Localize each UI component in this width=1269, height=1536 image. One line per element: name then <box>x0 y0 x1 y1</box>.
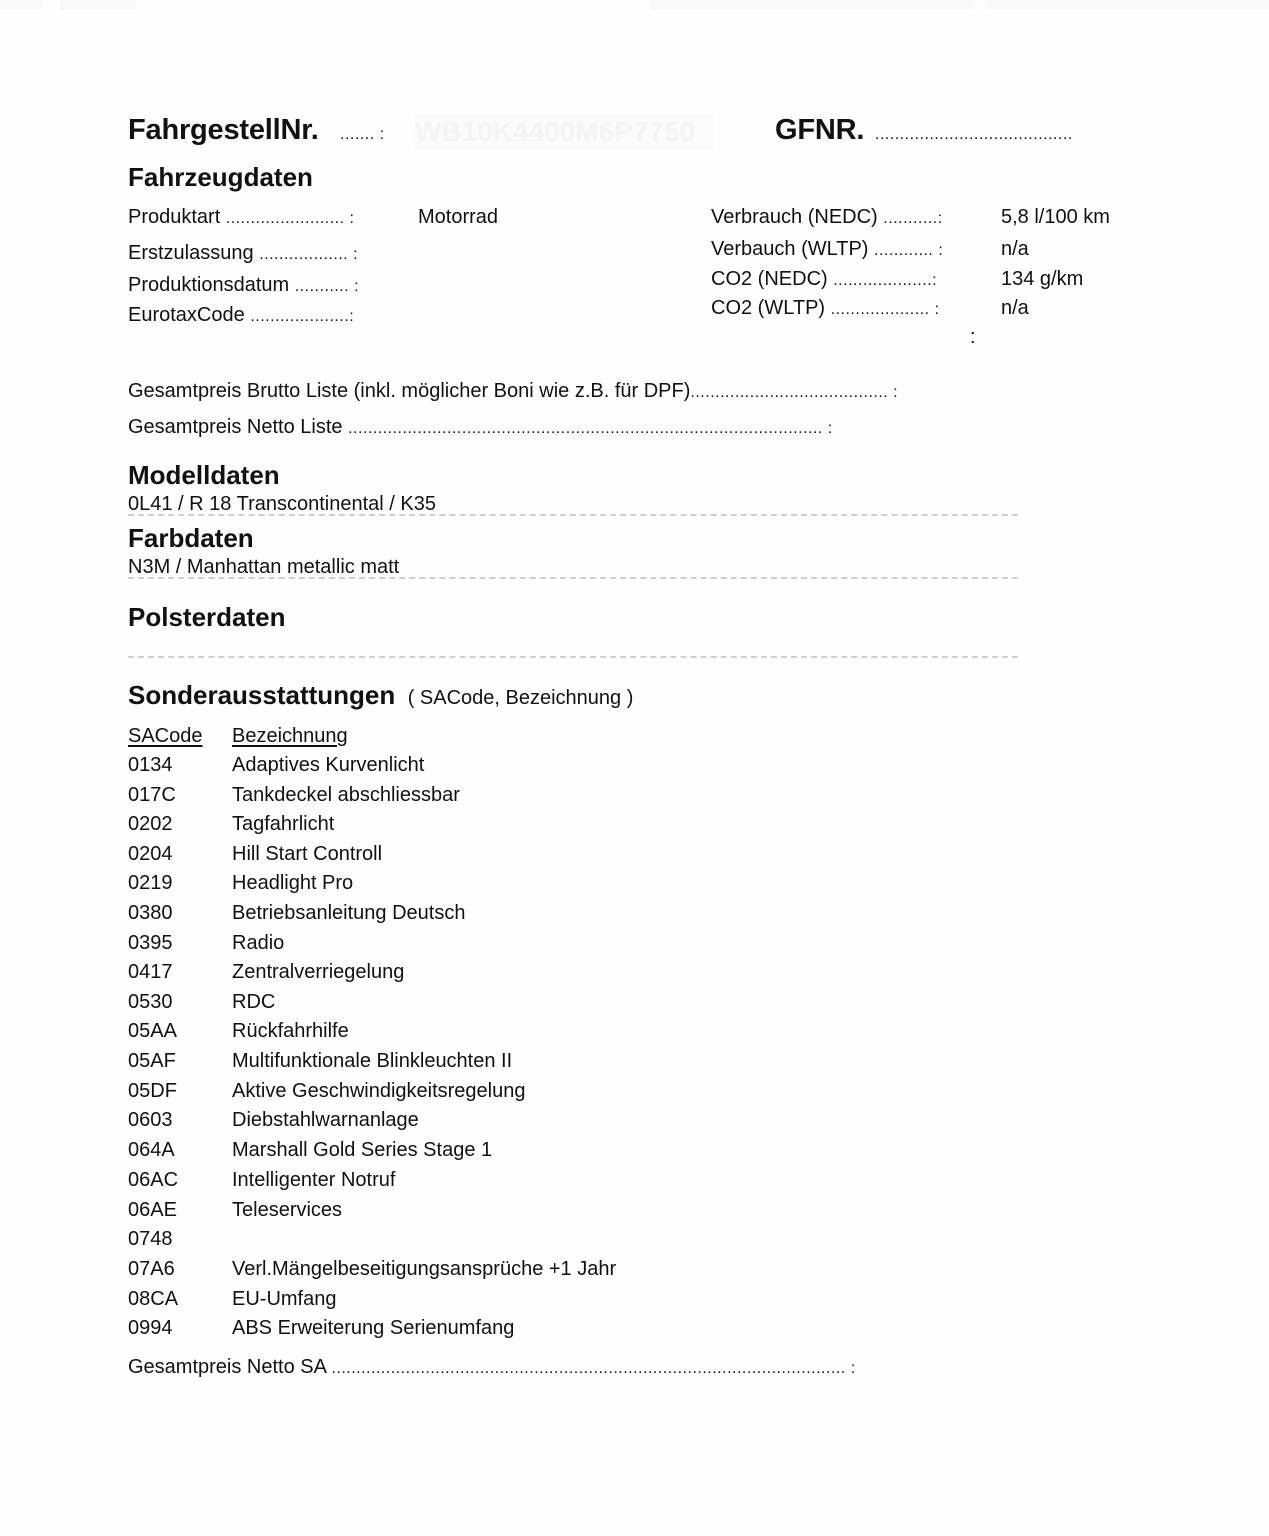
label: Verbrauch (NEDC) <box>711 206 878 228</box>
vin-dots: ....... : <box>340 126 385 143</box>
bezeichnung: Aktive Geschwindigkeitsregelung <box>232 1080 526 1102</box>
sacode: 0204 <box>128 843 173 865</box>
bezeichnung: Verl.Mängelbeseitigungsansprüche +1 Jahr <box>232 1258 617 1280</box>
bezeichnung: RDC <box>232 991 276 1013</box>
field-co2-wltp-label <box>711 297 939 320</box>
sacode: 0994 <box>128 1317 173 1339</box>
dots: ........... : <box>294 278 360 295</box>
label: Verbauch (WLTP) <box>711 238 869 260</box>
bezeichnung: Tagfahrlicht <box>232 813 335 835</box>
field-co2-nedc-value: 134 g/km <box>1001 268 1084 290</box>
field-co2-nedc-label <box>711 268 937 291</box>
field-empty-colon: : <box>970 326 976 348</box>
title: Sonderausstattungen <box>128 680 396 710</box>
dots: ........................................ : <box>690 384 899 401</box>
dots: ........................................................................................................ : <box>331 1360 856 1377</box>
label: CO2 (NEDC) <box>711 268 828 290</box>
sacode: 05AA <box>128 1020 177 1042</box>
bezeichnung: ABS Erweiterung Serienumfang <box>232 1317 515 1339</box>
price-brutto-row <box>128 380 898 403</box>
dots: ....................: <box>833 272 938 289</box>
bezeichnung: Hill Start Controll <box>232 843 383 865</box>
vin-value-redacted <box>415 114 715 150</box>
scan-artifact <box>0 0 42 10</box>
field-co2-wltp-value: n/a <box>1001 297 1029 319</box>
polsterdaten-underline <box>128 656 1018 658</box>
sacode: 0395 <box>128 932 173 954</box>
sacode: 06AE <box>128 1199 177 1221</box>
section-title-modelldaten: Modelldaten <box>128 460 280 490</box>
field-produktart-value: Motorrad <box>418 206 499 228</box>
sacode: 0748 <box>128 1228 173 1250</box>
dots: ................................................................................................ : <box>348 420 833 437</box>
sacode: 0219 <box>128 872 173 894</box>
field-verbrauch-nedc-value: 5,8 l/100 km <box>1001 206 1110 228</box>
label: EurotaxCode <box>128 304 245 326</box>
bezeichnung: Tankdeckel abschliessbar <box>232 784 460 806</box>
modelldaten-value: 0L41 / R 18 Transcontinental / K35 <box>128 493 436 515</box>
sacode: 05DF <box>128 1080 177 1102</box>
dots: ....................: <box>250 308 355 325</box>
vin-value: WB10K4400M6P7750 <box>415 116 696 147</box>
sacode: 064A <box>128 1139 175 1161</box>
bezeichnung: Zentralverriegelung <box>232 961 405 983</box>
subtitle: ( SACode, Bezeichnung ) <box>407 687 634 709</box>
scan-artifact <box>985 0 1269 10</box>
gfnr-dots: ........................................ <box>875 126 1073 143</box>
scan-artifact <box>650 0 975 10</box>
bezeichnung: Diebstahlwarnanlage <box>232 1109 419 1131</box>
field-erstzulassung-label <box>128 242 358 265</box>
farbdaten-value: N3M / Manhattan metallic matt <box>128 556 400 578</box>
bezeichnung: Radio <box>232 932 285 954</box>
sacode: 0417 <box>128 961 173 983</box>
label: Erstzulassung <box>128 242 254 264</box>
sacode: 05AF <box>128 1050 176 1072</box>
sacode: 08CA <box>128 1288 179 1310</box>
bezeichnung: Betriebsanleitung Deutsch <box>232 902 466 924</box>
scan-artifact <box>60 0 136 10</box>
field-verbrauch-wltp-value: n/a <box>1001 238 1029 260</box>
label: Produktart <box>128 206 221 228</box>
section-title-fahrzeugdaten: Fahrzeugdaten <box>128 162 313 192</box>
column-header-bezeichnung: Bezeichnung <box>232 725 348 747</box>
price-netto-row <box>128 416 833 439</box>
field-verbrauch-wltp-label <box>711 238 943 261</box>
total-netto-sa-row <box>128 1356 856 1379</box>
sacode: 0380 <box>128 902 173 924</box>
sacode: 0530 <box>128 991 173 1013</box>
farbdaten-underline <box>128 577 1018 579</box>
field-verbrauch-nedc-label <box>711 206 943 229</box>
dots: ........................ : <box>225 210 355 227</box>
bezeichnung: Teleservices <box>232 1199 343 1221</box>
price-brutto-label: Gesamtpreis Brutto Liste (inkl. möglicher Boni wie z.B. für DPF) <box>128 380 691 402</box>
label: CO2 (WLTP) <box>711 297 826 319</box>
bezeichnung: Headlight Pro <box>232 872 354 894</box>
section-title-farbdaten: Farbdaten <box>128 523 254 553</box>
bezeichnung: Intelligenter Notruf <box>232 1169 396 1191</box>
dots: .................. : <box>259 246 359 263</box>
bezeichnung: Marshall Gold Series Stage 1 <box>232 1139 493 1161</box>
bezeichnung: Multifunktionale Blinkleuchten II <box>232 1050 513 1072</box>
section-title-polsterdaten: Polsterdaten <box>128 602 286 632</box>
bezeichnung: Adaptives Kurvenlicht <box>232 754 425 776</box>
vin-label: FahrgestellNr. <box>128 114 319 146</box>
field-produktart-label <box>128 206 354 229</box>
sacode: 0134 <box>128 754 173 776</box>
total-netto-sa-label: Gesamtpreis Netto SA <box>128 1356 326 1378</box>
label: Produktionsdatum <box>128 274 290 296</box>
gfnr-label: GFNR. <box>775 114 865 146</box>
section-title-sonderausstattungen <box>128 680 633 711</box>
sacode: 017C <box>128 784 176 806</box>
bezeichnung: Rückfahrhilfe <box>232 1020 349 1042</box>
modelldaten-underline <box>128 514 1018 516</box>
sacode: 0603 <box>128 1109 173 1131</box>
sacode: 07A6 <box>128 1258 175 1280</box>
bezeichnung: EU-Umfang <box>232 1288 337 1310</box>
field-eurotaxcode-label <box>128 304 354 327</box>
column-header-sacode: SACode <box>128 725 203 747</box>
field-produktionsdatum-label <box>128 274 359 297</box>
sacode: 06AC <box>128 1169 179 1191</box>
sacode: 0202 <box>128 813 173 835</box>
dots: ............ : <box>874 242 944 259</box>
dots: .................... : <box>830 301 940 318</box>
price-netto-label: Gesamtpreis Netto Liste <box>128 416 343 438</box>
dots: ...........: <box>883 210 943 227</box>
